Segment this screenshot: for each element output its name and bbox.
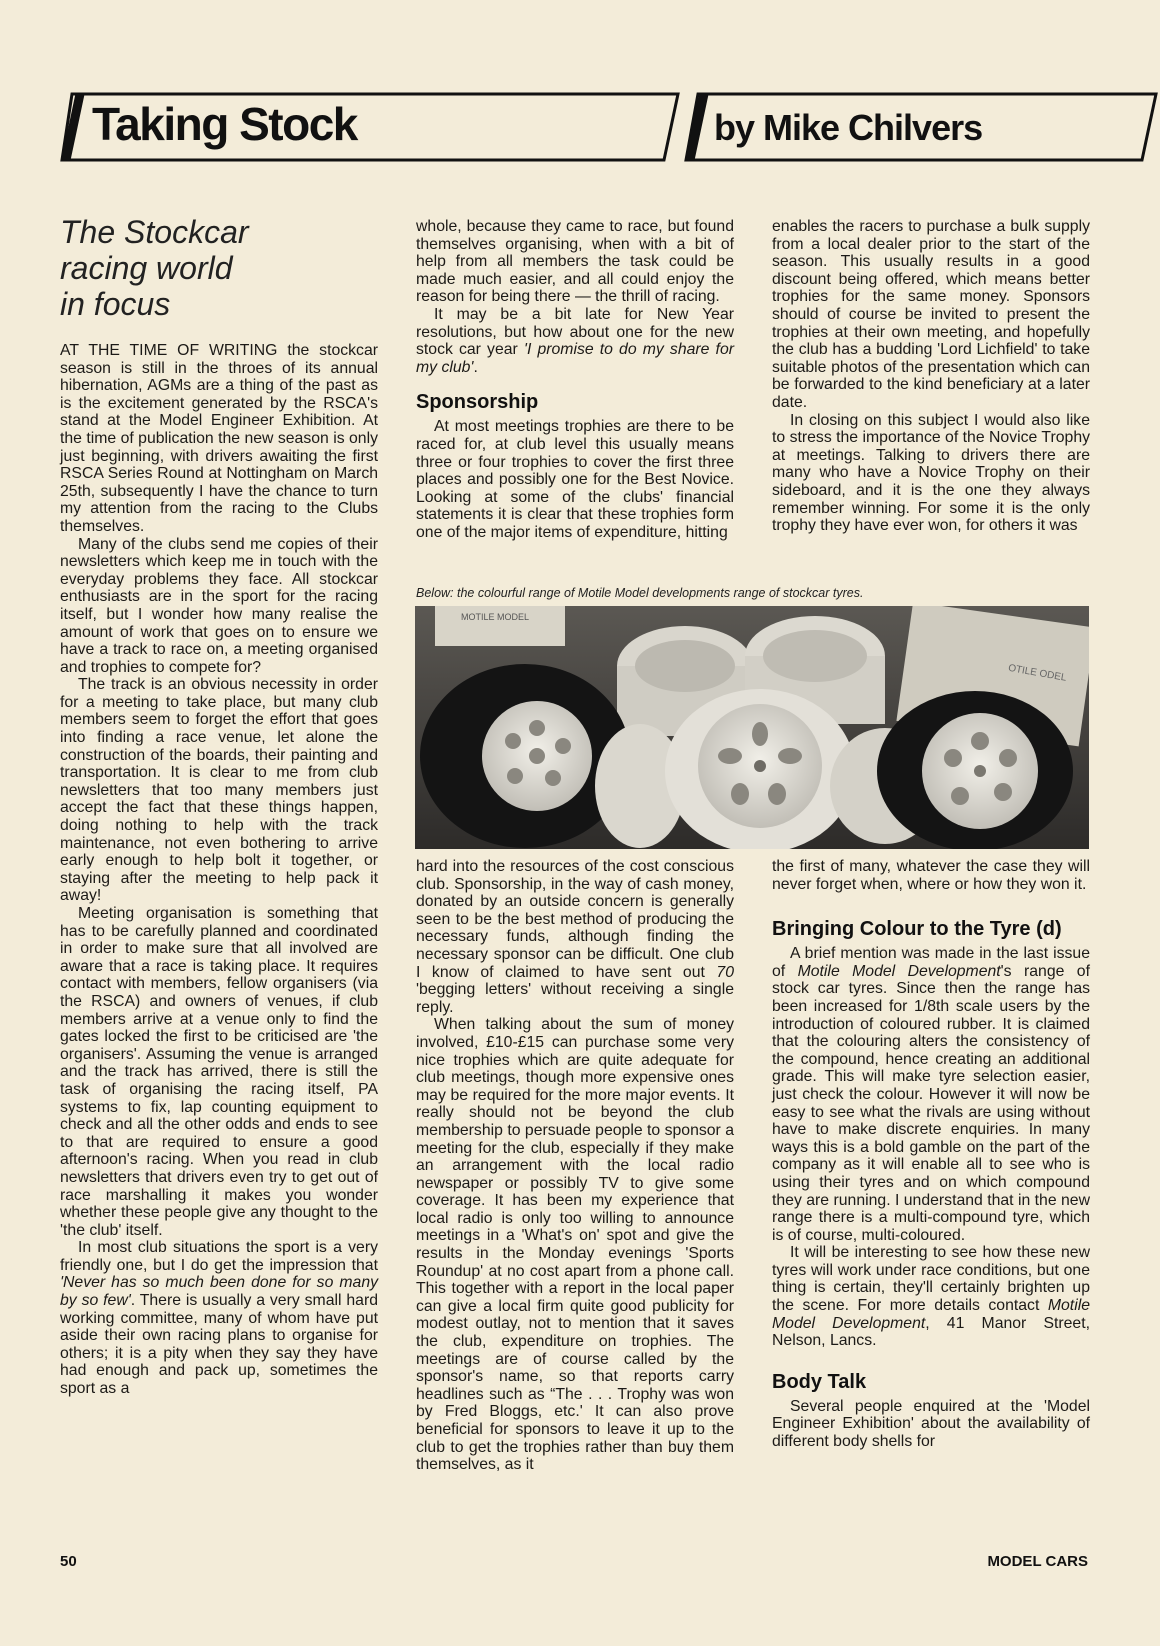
col2b-p1-number: 70 xyxy=(716,963,734,981)
box-label-left: MOTILE MODEL xyxy=(461,612,530,622)
col3b-paragraph-1: the first of many, whatever the case they will never forget when, where or how they won it. xyxy=(772,858,1090,893)
article-deck xyxy=(60,214,380,322)
col3b-paragraph-2 xyxy=(772,945,1090,1244)
col2-paragraph-1: whole, because they came to race, but found themselves organising, when with a bit of help from all members the task could be made much easier, and all could enjoy the reason for being there — the thrill of racing. xyxy=(416,218,734,306)
col1-paragraph-4: Meeting organisation is something that has to be carefully planned and coordinated in order to make sure that all involved are aware that a race is taking place. It requires contact with members, fellow organisers (via the RSCA) and owners of venues, if club members arrive at a venue only to find the gates locked the first to be criticised are 'the organisers'. Assuming the venue is arranged and the track has arrived, there is still the task of organising the racing itself, PA systems to fix, lap counting equipment to check and all the other odds and ends to see to that are required to ensure a good afternoon's racing. When you read in club newsletters that drivers even try to get out of race marshalling it makes you wonder whether these people give any thought to the 'the club' itself. xyxy=(60,905,378,1239)
column-3-bottom xyxy=(772,858,1090,1451)
article-byline: by Mike Chilvers xyxy=(714,107,983,148)
box-label-right: OTILE ODEL xyxy=(1007,662,1068,684)
col1-p5-text-a: In most club situations the sport is a very friendly one, but I do get the impression that xyxy=(60,1239,378,1274)
byline-box xyxy=(684,90,1158,166)
col2-paragraph-2 xyxy=(416,306,734,376)
heading-body-talk: Body Talk xyxy=(772,1370,867,1393)
col1-p1-text: the stockcar season is still in the throes of its annual hibernation, AGMs are a thing of the past as is the excitement generated by the RSCA's stand at the Model Engineer Exhibition. At the time of publication the new season is only just beginning, with drivers awaiting the first RSCA Series Round at Nottingham on March 25th, subsequently I have the chance to turn my attention from the racing to the Clubs themselves. xyxy=(60,342,378,535)
deck-line-1: The Stockcar xyxy=(60,214,249,250)
col1-paragraph-3: The track is an obvious necessity in order for a meeting to take place, but many club members seem to forget the effort that goes into finding a race venue, let alone the construction of the boards, their painting and transportation. It is clear to me from club newsletters that too many members just accept the fact that these things happen, doing nothing to help with the track maintenance, not even bothering to arrive early enough to help bolt it together, or staying after the meeting to help pack it away! xyxy=(60,676,378,905)
col3-paragraph-2: In closing on this subject I would also like to stress the importance of the Novice Trophy at meetings. Talking to drivers there are many who have a Novice Trophy on their sideboard, and it is the one they always remember winning. For some it is the only trophy they have ever won, for others it was xyxy=(772,411,1090,535)
page-number: 50 xyxy=(60,1553,77,1570)
tyres-photo xyxy=(415,606,1089,849)
col3b-p2-text-b: 's range of stock car tyres. Since then the range has been increased for 1/8th scale users by the introduction of coloured rubber. It is claimed that the colouring alters the consistency of the compound, hence creating an additional grade. This will make tyre selection easier, just check the colour. However it will now be easy to see what the rivals are using without have to make discrete enquiries. In many ways this is a bold gamble on the part of the company as it will enable all to see who is using their tyres and on which compound they are running. I understand that in the new range there is a multi-compound tyre, which is of course, multi-coloured. xyxy=(772,962,1090,1244)
tyres-illustration xyxy=(415,606,1089,849)
col2b-paragraph-1 xyxy=(416,858,734,1016)
column-3-top xyxy=(772,218,1090,535)
col2-p2-text-a: It may be a bit late for New Year resolutions, but how about one for the new stock car year xyxy=(416,305,734,359)
col3b-p2-text-a: A brief mention was made in the last issue of xyxy=(772,945,1090,980)
col2-p2-quote: 'I promise to do my share for my club' xyxy=(416,341,734,376)
col3b-p2-company: Motile Model Development xyxy=(797,962,1001,980)
col1-lead-in: AT THE TIME OF WRITING xyxy=(60,342,278,359)
col1-paragraph-5 xyxy=(60,1239,378,1397)
column-1 xyxy=(60,342,378,1398)
col1-paragraph-2: Many of the clubs send me copies of their newsletters which keep me in touch with the everyday problems they face. All stockcar enthusiasts are in the sport for the racing itself, but I wonder how many realise the amount of work that goes on to ensure we have a track to race on, a meeting organised and trophies to compete for? xyxy=(60,535,378,676)
col1-p5-quote: 'Never has so much been done for so many by so few' xyxy=(60,1274,378,1310)
col2b-paragraph-2: When talking about the sum of money involved, £10-£15 can purchase some very nice trophies which are quite adequate for club meetings, though more expensive ones may be required for the more major events. It really should not be beyond the club membership to persuade people to sponsor a meeting for the club, especially if they make an arrangement with the local radio newspaper or possibly TV to give some coverage. It has been my experience that local radio is only too willing to announce meetings in a 'What's on' spot and give the results in the Monday evenings 'Sports Roundup' at no cost apart from a phone call. This together with a report in the local paper can give a local firm quite good publicity for modest outlay, not to mention that it saves the club, expenditure on trophies. The meetings are of course called by the sponsor's name, so that reports carry headlines such as “The . . . Trophy was won by Fred Bloggs, etc.' It can also prove beneficial for sponsors to leave it up to the club to get the trophies rather than buy them themselves, as it xyxy=(416,1016,734,1474)
column-2-bottom xyxy=(416,858,734,1474)
heading-colour-tyre: Bringing Colour to the Tyre (d) xyxy=(772,918,1062,941)
col3b-p3-text-a: It will be interesting to see how these new tyres will work under race conditions, but one thing is certain, they'll certainly brighten up the scene. For more details contact xyxy=(772,1244,1090,1315)
col3b-p3-text-b: , 41 Manor Street, Nelson, Lancs. xyxy=(772,1314,1090,1350)
article-title: Taking Stock xyxy=(92,98,357,150)
column-2-top xyxy=(416,218,734,542)
col1-p5-text-b: . There is usually a very small hard working committee, many of whom have put aside their own racing plans to organise for others; it is a pity when they say they have had enough and pack up, sometimes the sport as a xyxy=(60,1292,379,1398)
col2-p2-text-b: . xyxy=(473,358,478,376)
deck-line-3: in focus xyxy=(60,286,171,322)
col2b-p1-text-a: hard into the resources of the cost conscious club. Sponsorship, in the way of cash money, donated by an outside concern is generally seen to be the best method of producing the necessary funds, although finding the necessary sponsor can be difficult. One club I know of claimed to have sent out xyxy=(416,858,734,981)
col2-paragraph-3: At most meetings trophies are there to be raced for, at club level this usually means three or four trophies to cover the first three places and possibly one for the Best Novice. Looking at some of the clubs' financial statements it is clear that these trophies form one of the major items of expenditure, hitting xyxy=(416,418,734,541)
photo-caption: Below: the colourful range of Motile Model developments range of stockcar tyres. xyxy=(416,586,864,600)
deck-line-2: racing world xyxy=(60,250,233,286)
col3b-paragraph-3 xyxy=(772,1244,1090,1350)
col3b-paragraph-4: Several people enquired at the 'Model Engineer Exhibition' about the availability of different body shells for xyxy=(772,1397,1090,1451)
col1-paragraph-1 xyxy=(60,342,378,536)
col3b-p3-company: Motile Model Development xyxy=(772,1297,1090,1332)
heading-sponsorship: Sponsorship xyxy=(416,391,539,414)
title-box xyxy=(58,90,680,166)
col2b-p1-text-b: 'begging letters' without receiving a single reply. xyxy=(416,981,734,1016)
magazine-name: MODEL CARS xyxy=(987,1553,1088,1570)
col3-paragraph-1: enables the racers to purchase a bulk supply from a local dealer prior to the start of the season. This usually results in a good discount being offered, which means better trophies for the same money. Sponsors should of course be invited to present the trophies at their own meeting, and hopefully the club has a budding 'Lord Lichfield' to take suitable photos of the presentation which can be forwarded to the kind beneficiary at a later date. xyxy=(772,218,1090,411)
